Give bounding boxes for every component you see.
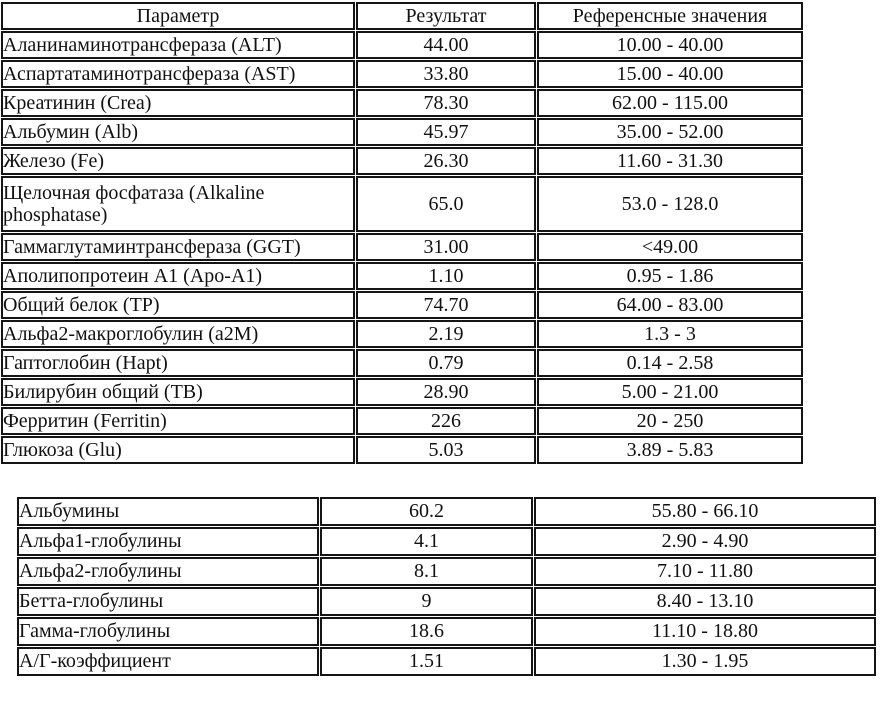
- table-row: [1, 349, 803, 377]
- param-cell: Железо (Fe): [1, 147, 355, 175]
- param-cell: Бетта-глобулины: [17, 587, 319, 616]
- ref-range-cell: 7.10 - 11.80: [534, 557, 876, 586]
- table-row: [1, 436, 803, 464]
- param-cell: Альфа2-глобулины: [17, 557, 319, 586]
- param-cell: Щелочная фосфатаза (Alkaline phosphatase): [1, 176, 355, 232]
- table-row: [1, 407, 803, 435]
- param-cell: Аланинаминотрансфераза (ALT): [1, 31, 355, 59]
- param-cell: Аполипопротеин A1 (Apo-A1): [1, 262, 355, 290]
- param-cell: А/Г-коэффициент: [17, 647, 319, 676]
- ref-range-cell: <49.00: [537, 233, 803, 261]
- param-cell: Альфа2-макроглобулин (a2M): [1, 320, 355, 348]
- result-cell: 2.19: [356, 320, 536, 348]
- param-cell: Креатинин (Crea): [1, 89, 355, 117]
- table-row: [1, 233, 803, 261]
- table-row: [1, 89, 803, 117]
- ref-range-cell: 20 - 250: [537, 407, 803, 435]
- table-row: [1, 31, 803, 59]
- param-cell: Альфа1-глобулины: [17, 527, 319, 556]
- param-cell: Гаптоглобин (Hapt): [1, 349, 355, 377]
- ref-range-cell: 1.30 - 1.95: [534, 647, 876, 676]
- table-row: [1, 176, 803, 232]
- column-header-result: Результат: [356, 2, 536, 30]
- ref-range-cell: 15.00 - 40.00: [537, 60, 803, 88]
- ref-range-cell: 11.10 - 18.80: [534, 617, 876, 646]
- ref-range-cell: 3.89 - 5.83: [537, 436, 803, 464]
- result-cell: 0.79: [356, 349, 536, 377]
- table-row: [17, 497, 876, 526]
- table-row: [17, 647, 876, 676]
- result-cell: 33.80: [356, 60, 536, 88]
- table-row: [17, 557, 876, 586]
- result-cell: 18.6: [320, 617, 533, 646]
- table-row: [1, 60, 803, 88]
- ref-range-cell: 5.00 - 21.00: [537, 378, 803, 406]
- result-cell: 1.10: [356, 262, 536, 290]
- table-row: [1, 320, 803, 348]
- result-cell: 45.97: [356, 118, 536, 146]
- result-cell: 65.0: [356, 176, 536, 232]
- column-header-reference: Референсные значения: [537, 2, 803, 30]
- param-cell: Альбумины: [17, 497, 319, 526]
- ref-range-cell: 64.00 - 83.00: [537, 291, 803, 319]
- result-cell: 74.70: [356, 291, 536, 319]
- ref-range-cell: 53.0 - 128.0: [537, 176, 803, 232]
- result-cell: 4.1: [320, 527, 533, 556]
- table-row: [1, 378, 803, 406]
- column-header-parameter: Параметр: [1, 2, 355, 30]
- result-cell: 5.03: [356, 436, 536, 464]
- result-cell: 28.90: [356, 378, 536, 406]
- table-row: [17, 587, 876, 616]
- result-cell: 1.51: [320, 647, 533, 676]
- ref-range-cell: 10.00 - 40.00: [537, 31, 803, 59]
- table-row: [17, 527, 876, 556]
- result-cell: 44.00: [356, 31, 536, 59]
- param-cell: Альбумин (Alb): [1, 118, 355, 146]
- protein-fractions-table: [16, 496, 877, 677]
- table-row: [1, 147, 803, 175]
- param-cell: Общий белок (TP): [1, 291, 355, 319]
- table-row: [1, 118, 803, 146]
- param-cell: Гамма-глобулины: [17, 617, 319, 646]
- param-cell: Аспартатаминотрансфераза (AST): [1, 60, 355, 88]
- ref-range-cell: 62.00 - 115.00: [537, 89, 803, 117]
- result-cell: 26.30: [356, 147, 536, 175]
- param-cell: Ферритин (Ferritin): [1, 407, 355, 435]
- result-cell: 78.30: [356, 89, 536, 117]
- table-row: [1, 291, 803, 319]
- result-cell: 226: [356, 407, 536, 435]
- table-header-row: [1, 2, 803, 30]
- biochemistry-results-table: [0, 1, 804, 465]
- result-cell: 31.00: [356, 233, 536, 261]
- ref-range-cell: 0.14 - 2.58: [537, 349, 803, 377]
- result-cell: 9: [320, 587, 533, 616]
- table-row: [17, 617, 876, 646]
- ref-range-cell: 8.40 - 13.10: [534, 587, 876, 616]
- ref-range-cell: 35.00 - 52.00: [537, 118, 803, 146]
- ref-range-cell: 0.95 - 1.86: [537, 262, 803, 290]
- result-cell: 60.2: [320, 497, 533, 526]
- result-cell: 8.1: [320, 557, 533, 586]
- ref-range-cell: 11.60 - 31.30: [537, 147, 803, 175]
- table-row: [1, 262, 803, 290]
- ref-range-cell: 1.3 - 3: [537, 320, 803, 348]
- param-cell: Глюкоза (Glu): [1, 436, 355, 464]
- param-cell: Гаммаглутаминтрансфераза (GGT): [1, 233, 355, 261]
- param-cell: Билирубин общий (TB): [1, 378, 355, 406]
- ref-range-cell: 2.90 - 4.90: [534, 527, 876, 556]
- ref-range-cell: 55.80 - 66.10: [534, 497, 876, 526]
